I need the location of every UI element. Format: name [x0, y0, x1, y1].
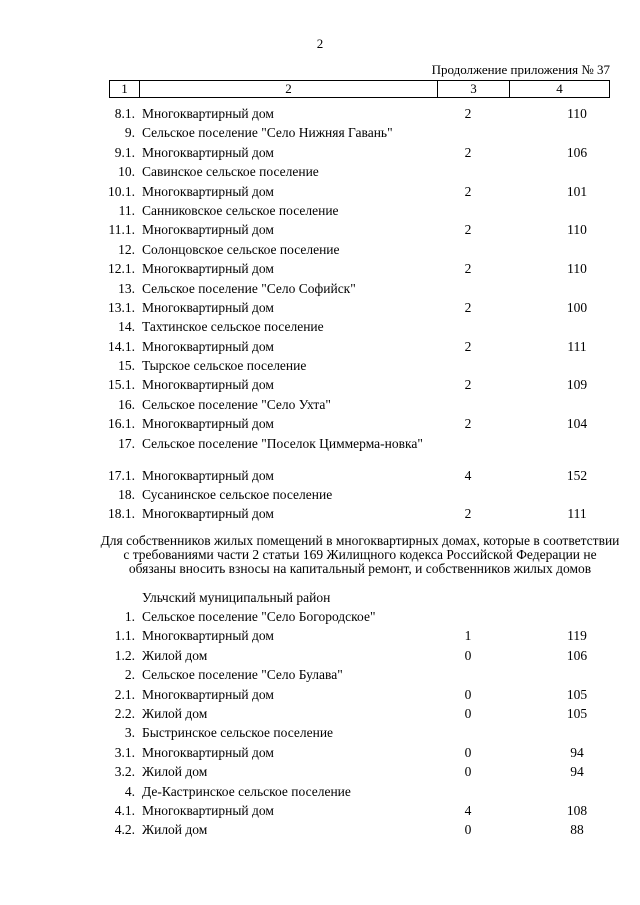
- row-number: 10.: [118, 164, 135, 180]
- row-number: 13.1.: [108, 299, 135, 315]
- row-name: Быстринское сельское поселение: [142, 725, 334, 741]
- table-row: 13.1. Многоквартирный дом 2 100: [0, 298, 640, 317]
- row-number: 18.1.: [108, 506, 135, 522]
- row-number: 16.: [118, 396, 135, 412]
- row-name: Многоквартирный дом: [142, 628, 274, 644]
- row-number: 15.: [118, 358, 135, 374]
- row-name: Жилой дом: [142, 705, 208, 721]
- row-name: Многоквартирный дом: [142, 467, 274, 483]
- column-header-1: 1: [110, 81, 140, 98]
- row-name: Многоквартирный дом: [142, 744, 274, 760]
- row-name: Тахтинское сельское поселение: [142, 319, 324, 335]
- column-header-4: 4: [510, 81, 610, 98]
- table-row: 3.2. Жилой дом 0 94: [0, 762, 640, 781]
- row-number: 8.1.: [114, 106, 135, 121]
- row-number: 18.: [118, 487, 135, 503]
- table-row: 12.1. Многоквартирный дом 2 110: [0, 259, 640, 278]
- table-row: [0, 723, 640, 742]
- table-row: [0, 356, 640, 375]
- table-row: [0, 317, 640, 336]
- row-name: Многоквартирный дом: [142, 802, 274, 818]
- table-row: 4.2. Жилой дом 0 88: [0, 820, 640, 839]
- table-row: 18.1. Многоквартирный дом 2 111: [0, 504, 640, 523]
- table-row: 14.1. Многоквартирный дом 2 111: [0, 337, 640, 356]
- table-row: [0, 123, 640, 142]
- table-body-section-b: [0, 607, 640, 840]
- table-body-section-a: [0, 104, 640, 524]
- row-name: Санниковское сельское поселение: [142, 202, 339, 218]
- row-name: Савинское сельское поселение: [142, 164, 319, 180]
- row-number: 3.1.: [114, 744, 135, 760]
- row-number: 1.1.: [114, 628, 135, 644]
- row-number: 4.2.: [114, 822, 135, 838]
- table-row: [0, 665, 640, 684]
- row-number: 15.1.: [108, 377, 135, 393]
- row-name: Многоквартирный дом: [142, 144, 274, 160]
- row-number: 3.: [124, 725, 135, 741]
- table-row: [0, 240, 640, 259]
- row-number: 9.1.: [114, 144, 135, 160]
- row-number: 4.: [124, 783, 135, 799]
- table-row: 16.1. Многоквартирный дом 2 104: [0, 414, 640, 433]
- column-header-3: 3: [438, 81, 510, 98]
- row-name: Многоквартирный дом: [142, 183, 274, 199]
- row-name: Сельское поселение "Село Ухта": [142, 396, 331, 412]
- row-number: 2.1.: [114, 686, 135, 702]
- table-row: 1.2. Жилой дом 0 106: [0, 646, 640, 665]
- row-number: 13.: [118, 280, 135, 296]
- table-row: [0, 162, 640, 181]
- row-number: 17.1.: [108, 467, 135, 483]
- table-row: 9.1. Многоквартирный дом 2 106: [0, 143, 640, 162]
- table-row: [0, 201, 640, 220]
- table-row: 10.1. Многоквартирный дом 2 101: [0, 182, 640, 201]
- row-number: 14.: [118, 319, 135, 335]
- row-name: Сельское поселение "Село Софийск": [142, 280, 356, 296]
- row-number: 1.: [124, 609, 135, 624]
- row-number: 11.1.: [108, 222, 135, 238]
- row-name: Де-Кастринское сельское поселение: [142, 783, 351, 799]
- row-name: Многоквартирный дом: [142, 106, 274, 121]
- row-name: Сусанинское сельское поселение: [142, 487, 333, 503]
- column-header-table: [109, 80, 610, 98]
- row-name: Сельское поселение "Поселок Циммерма-новка": [142, 435, 423, 451]
- table-row: [0, 434, 640, 466]
- table-row: [0, 782, 640, 801]
- row-name: Сельское поселение "Село Богородское": [142, 609, 376, 624]
- row-name: Многоквартирный дом: [142, 377, 274, 393]
- table-row: 1.1. Многоквартирный дом 1 119: [0, 626, 640, 645]
- row-number: 3.2.: [114, 764, 135, 780]
- row-name: Тырское сельское поселение: [142, 358, 307, 374]
- row-number: 17.: [118, 435, 135, 451]
- row-number: 10.1.: [108, 183, 135, 199]
- row-name: Многоквартирный дом: [142, 261, 274, 277]
- row-number: 16.1.: [108, 416, 135, 432]
- row-name: Многоквартирный дом: [142, 338, 274, 354]
- continuation-label: Продолжение приложения № 37: [431, 62, 610, 77]
- row-number: 12.1.: [108, 261, 135, 277]
- section-note: Для собственников жилых помещений в многоквартирных домах, которые в соответствии с требованиями части 2 статьи 169 Жилищного кодекса Российской Федерации не обязаны вносить взносы на капитальный ремонт, и собственников жилых домов: [100, 533, 620, 576]
- row-name: Многоквартирный дом: [142, 222, 274, 238]
- district-heading: Ульчский муниципальный район: [142, 590, 331, 605]
- row-name: Солонцовское сельское поселение: [142, 241, 340, 257]
- row-number: 2.: [124, 667, 135, 683]
- column-header-2: 2: [140, 81, 438, 98]
- row-number: 1.2.: [114, 647, 135, 663]
- table-row: [0, 395, 640, 414]
- row-number: 14.1.: [108, 338, 135, 354]
- table-row: 3.1. Многоквартирный дом 0 94: [0, 743, 640, 762]
- table-row: 2.2. Жилой дом 0 105: [0, 704, 640, 723]
- row-number: 9.: [124, 125, 135, 141]
- row-name: Жилой дом: [142, 822, 208, 838]
- row-name: Многоквартирный дом: [142, 686, 274, 702]
- row-number: 12.: [118, 241, 135, 257]
- row-name: Многоквартирный дом: [142, 416, 274, 432]
- row-number: 11.: [118, 202, 135, 218]
- table-row: 8.1. Многоквартирный дом 2 110: [0, 104, 640, 123]
- table-row: 4.1. Многоквартирный дом 4 108: [0, 801, 640, 820]
- row-name: Многоквартирный дом: [142, 506, 274, 522]
- row-name: Сельское поселение "Село Булава": [142, 667, 343, 683]
- row-number: 4.1.: [114, 802, 135, 818]
- row-name: Многоквартирный дом: [142, 299, 274, 315]
- table-row: 17.1. Многоквартирный дом 4 152: [0, 466, 640, 485]
- row-name: Сельское поселение "Село Нижняя Гавань": [142, 125, 393, 141]
- table-row: 11.1. Многоквартирный дом 2 110: [0, 220, 640, 239]
- table-row: 2.1. Многоквартирный дом 0 105: [0, 685, 640, 704]
- page-number: 2: [316, 36, 324, 51]
- table-row: [0, 485, 640, 504]
- table-row: 15.1. Многоквартирный дом 2 109: [0, 375, 640, 394]
- row-name: Жилой дом: [142, 647, 208, 663]
- row-name: Жилой дом: [142, 764, 208, 780]
- row-number: 2.2.: [114, 705, 135, 721]
- table-row: [0, 279, 640, 298]
- table-row: [0, 607, 640, 626]
